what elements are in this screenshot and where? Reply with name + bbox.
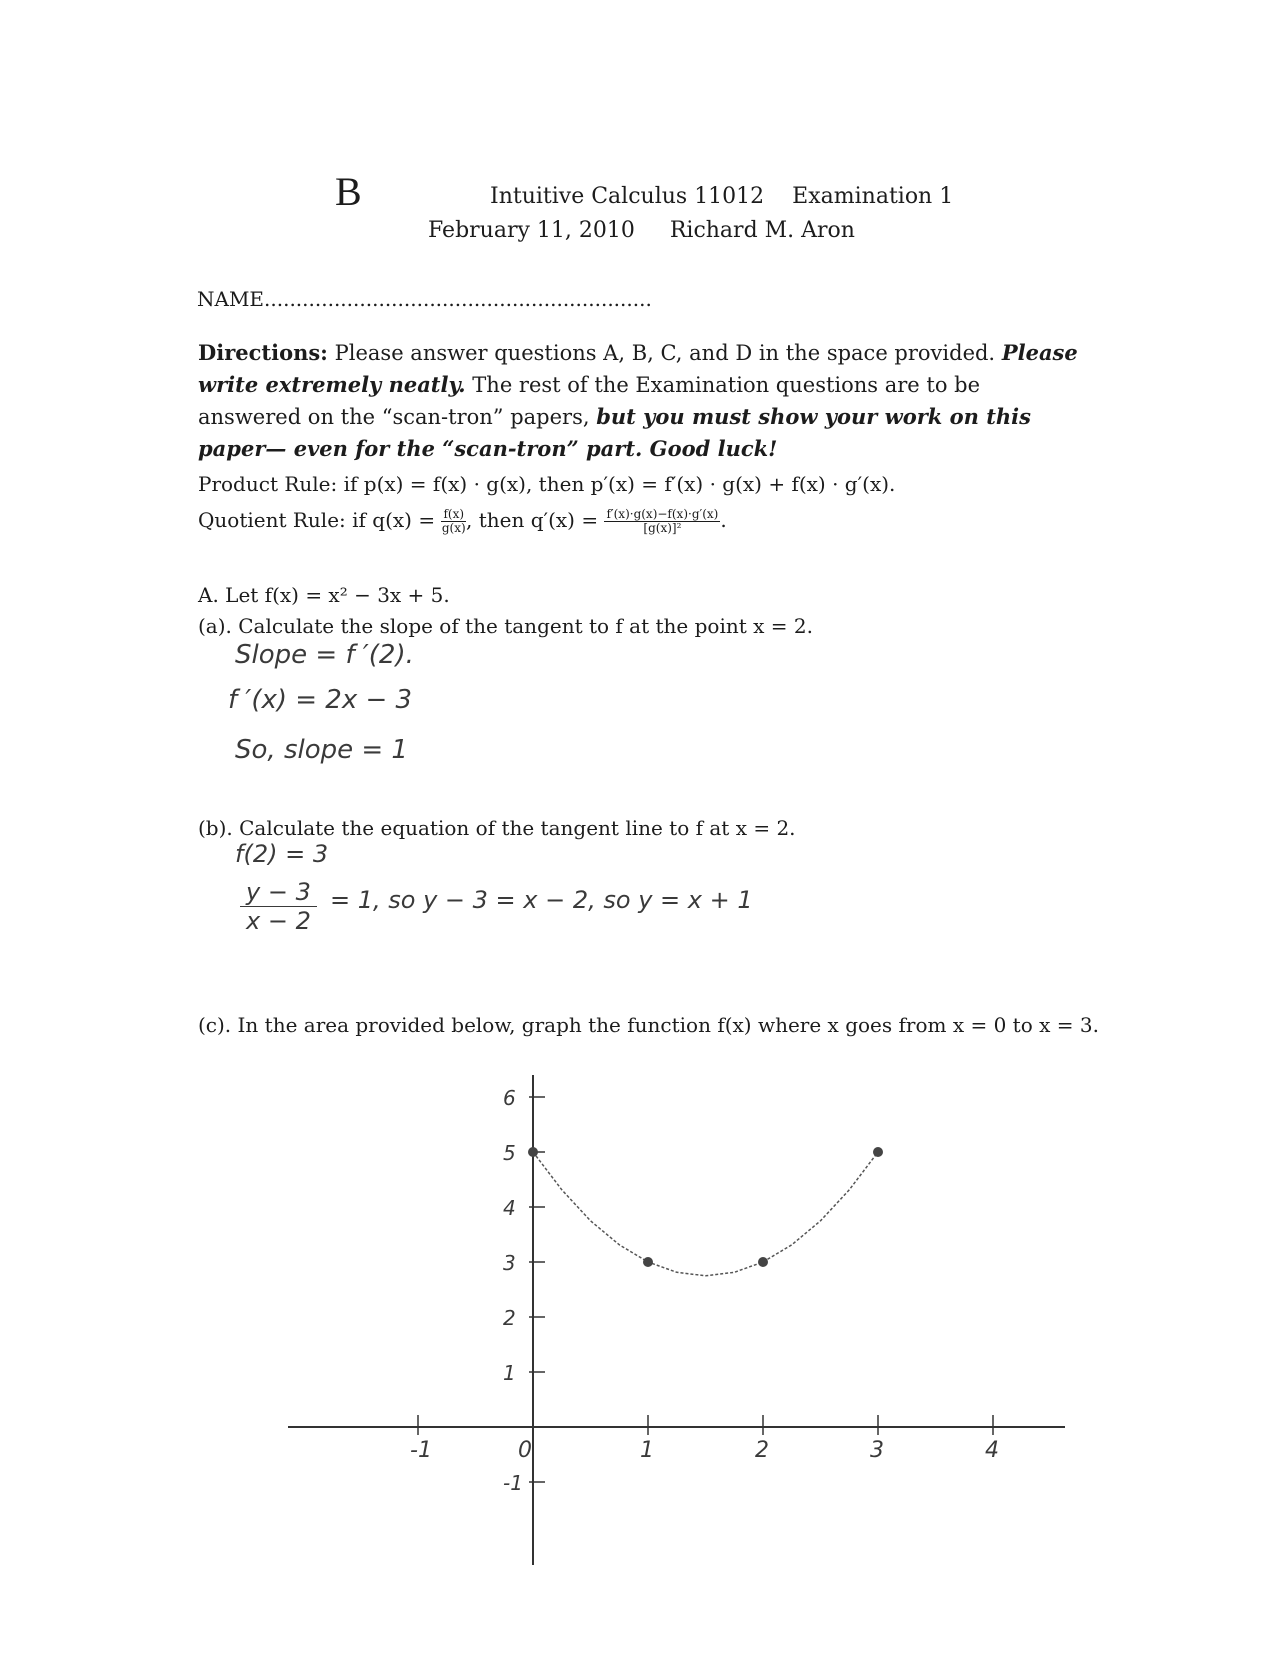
part-a-work-line-3: So, slope = 1 xyxy=(235,735,408,765)
graph-curve-group xyxy=(533,1152,878,1276)
directions-emphasis-2: but you must show your work on this paper— even for the “scan-tron” part. Good luck! xyxy=(198,404,1031,461)
graph-point xyxy=(758,1257,768,1267)
quotient-rule-prefix: Quotient Rule: if q(x) = xyxy=(198,508,436,532)
directions-text-1: Please answer questions A, B, C, and D in the space provided. xyxy=(334,341,996,365)
course-name: Intuitive Calculus 11012 xyxy=(490,184,765,209)
directions-emphasis-1: Please write extremely neatly. xyxy=(198,340,1078,397)
quotient-numerator: f(x) xyxy=(443,507,465,521)
question-a-part-c: (c). In the area provided below, graph the function f(x) where x goes from x = 0 to x = 3. xyxy=(198,1013,1099,1037)
y-tick-label: 5 xyxy=(503,1141,516,1165)
quotient-rule-mid: , then q′(x) = xyxy=(466,508,599,532)
quotient-rule-end: . xyxy=(720,508,727,532)
quotient-denominator: g(x) xyxy=(441,521,466,535)
quotient-result-denominator: [g(x)]² xyxy=(643,521,682,535)
graph-curve xyxy=(533,1152,878,1276)
exam-date: February 11, 2010 xyxy=(428,218,635,243)
part-a-work-line-1: Slope = f ′(2). xyxy=(235,640,414,670)
directions-text-2: The rest of the Examination questions are to be answered on the “scan-tron” papers, xyxy=(198,373,981,429)
y-tick-label: 2 xyxy=(503,1306,516,1330)
part-a-work-line-2: f ′(x) = 2x − 3 xyxy=(228,685,413,715)
x-tick-label: 4 xyxy=(985,1438,999,1463)
y-tick-label: -1 xyxy=(503,1471,523,1495)
exam-version: B xyxy=(335,169,362,214)
exam-name: Examination 1 xyxy=(792,184,954,209)
quotient-result-numerator: f′(x)·g(x)−f(x)·g′(x) xyxy=(606,507,719,521)
graph-points-group xyxy=(528,1147,883,1267)
question-a-part-a: (a). Calculate the slope of the tangent to f at the point x = 2. xyxy=(198,614,813,638)
part-b-frac-num: y − 3 xyxy=(240,878,317,907)
part-b-work-line-1: f(2) = 3 xyxy=(235,840,329,868)
x-tick-label: 1 xyxy=(640,1438,654,1463)
x-tick-label: 3 xyxy=(870,1438,884,1463)
graph-point xyxy=(528,1147,538,1157)
y-tick-label: 6 xyxy=(503,1086,516,1110)
question-a-intro: A. Let f(x) = x² − 3x + 5. xyxy=(198,583,450,607)
y-tick-label: 1 xyxy=(503,1361,516,1385)
graph-point xyxy=(643,1257,653,1267)
part-b-work-rest: = 1, so y − 3 = x − 2, so y = x + 1 xyxy=(330,886,753,914)
x-tick-label: -1 xyxy=(410,1438,432,1463)
instructor-name: Richard M. Aron xyxy=(669,218,855,243)
y-tick-label: 4 xyxy=(503,1196,516,1220)
graph-point xyxy=(873,1147,883,1157)
question-a-part-b: (b). Calculate the equation of the tangent line to f at x = 2. xyxy=(198,816,796,840)
directions-label: Directions: xyxy=(198,340,328,365)
x-tick-label: 2 xyxy=(755,1438,769,1463)
name-field[interactable]: NAME............................................................. xyxy=(197,287,652,311)
part-b-frac-den: x − 2 xyxy=(246,907,311,935)
y-tick-label: 3 xyxy=(503,1251,516,1275)
graph-axes xyxy=(288,1075,1065,1565)
product-rule: Product Rule: if p(x) = f(x) · g(x), then p′(x) = f′(x) · g(x) + f(x) · g′(x). xyxy=(198,472,896,496)
x-tick-label: 0 xyxy=(518,1438,532,1463)
